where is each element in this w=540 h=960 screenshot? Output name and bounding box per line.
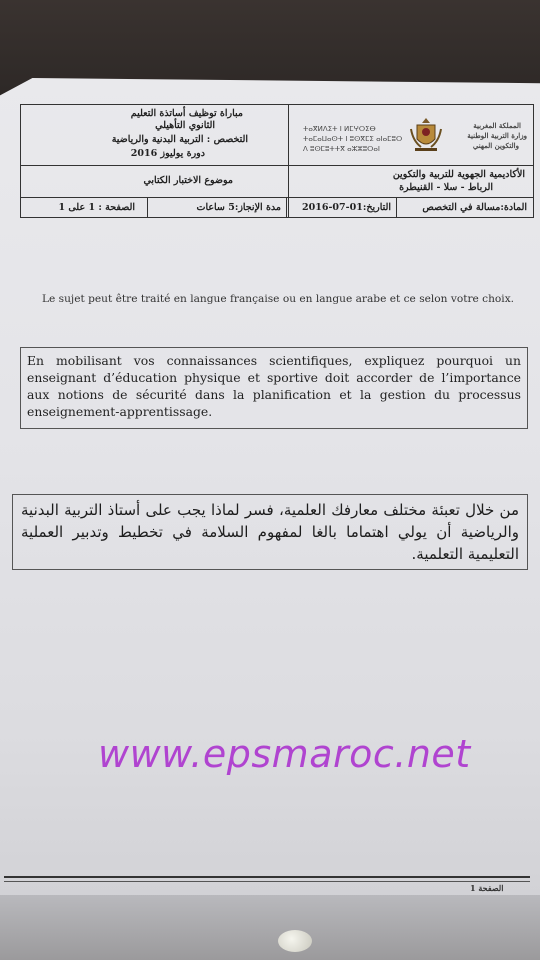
exam-title-line2: الثانوي التأهيلي [155,120,215,131]
exam-date: التاريخ:01-07-2016 [302,202,391,213]
header-divider-h2 [21,197,533,198]
exam-specialty: التخصص : التربية البدنية والرياضية [111,134,248,145]
header-divider-vertical [288,105,289,217]
pill-object [278,930,312,952]
exam-subject: المادة:مسالة في التخصص [422,202,527,213]
moroccan-emblem-icon [409,115,443,153]
question-french: En mobilisant vos connaissances scientifiques, expliquez pourquoi un enseignant d’éducation physique et sportive doit accorder de l’importance aux notions de sécurité dans la planification et la gestion du processus enseignement-apprentissage. [20,347,528,429]
ministry-line2: وزارة التربية الوطنية [467,131,527,140]
exam-page-count: الصفحة : 1 على 1 [58,202,135,213]
header-divider-h1 [21,165,533,166]
question-arabic: من خلال تعبئة مختلف معارفك العلمية، فسر لماذا يجب على أستاذ التربية البدنية والرياضية أن يولي اهتماما بالغا لمفهوم السلامة في تخطيط وتدبير العملية التعليمية التعلمية. [12,494,528,570]
exam-header-table [20,104,534,218]
background-bottom [0,895,540,960]
exam-title-line1: مباراة توظيف أساتذة التعليم [130,108,243,119]
exam-session: دورة يوليوز 2016 [130,148,205,159]
website-watermark: www.epsmaroc.net [98,732,471,776]
ministry-line1: المملكة المغربية [473,121,521,130]
bottom-row-divider [286,197,287,217]
tifinagh-line2: ⵜⴰⵎⴰⵡⴰⵙⵜ ⵏ ⵓⵙⴳⵎⵉ ⴰⵏⴰⵎⵓⵔ [303,135,403,143]
bottom-row-divider [147,197,148,217]
background-top [0,0,540,90]
footer-rule [4,881,530,882]
language-instruction: Le sujet peut être traité en langue française ou en langue arabe et ce selon votre choix. [42,293,515,305]
academy-name: الأكاديمية الجهوية للتربية والتكوين [392,169,525,180]
bottom-row-divider [396,197,397,217]
academy-region: الرباط - سلا - القنيطرة [399,182,493,193]
exam-subject-type: موضوع الاختبار الكتابي [143,175,233,186]
exam-duration: مدة الإنجاز:5 ساعات [196,202,281,213]
footer-page-number: الصفحة 1 [470,883,504,893]
ministry-line3: والتكوين المهني [472,141,519,150]
footer-rule [4,876,530,878]
tifinagh-line1: ⵜⴰⴳⵍⴷⵉⵜ ⵏ ⵍⵎⵖⵔⵉⴱ [303,125,376,133]
tifinagh-line3: ⴷ ⵓⵙⵎⵓⵜⵜⴳ ⴰⵣⵣⵓⵔⴰⵏ [303,145,380,153]
